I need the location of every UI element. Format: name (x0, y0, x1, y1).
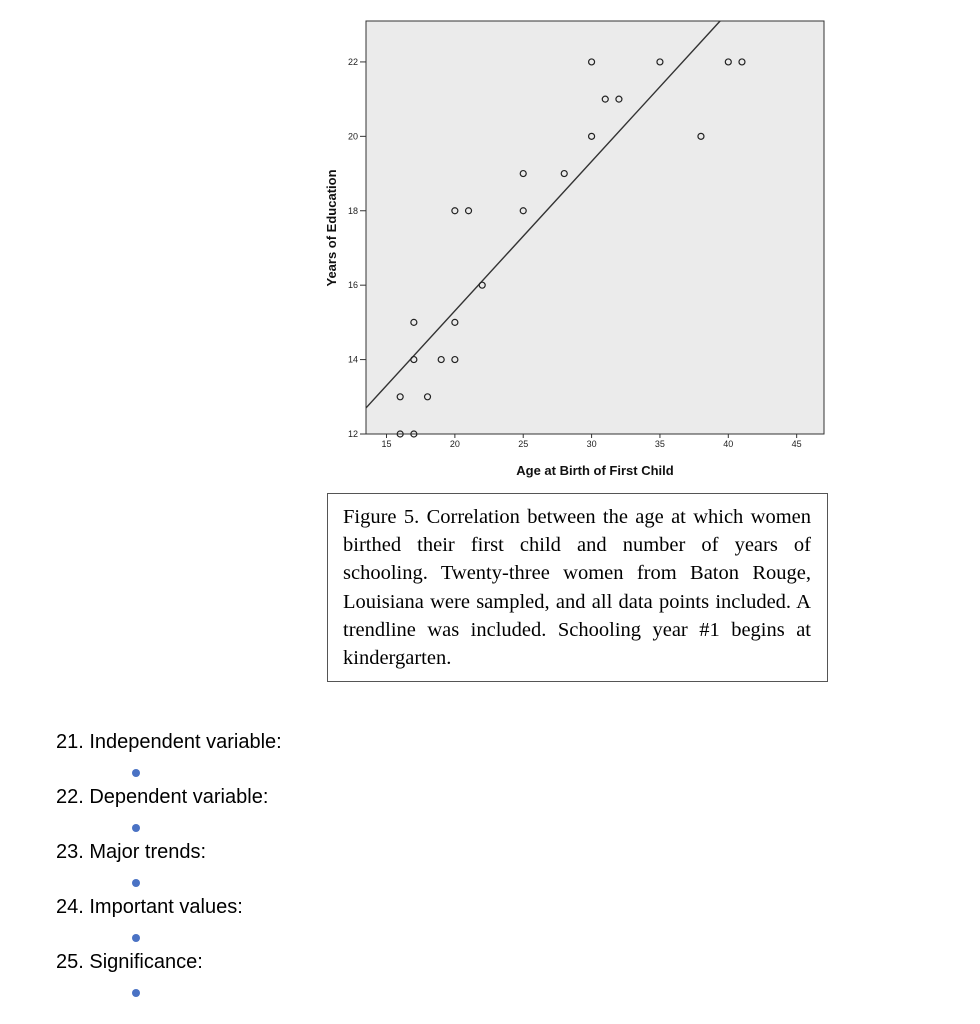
question-label: 25. Significance: (56, 951, 203, 973)
question-item (56, 731, 556, 786)
chart-svg (318, 12, 838, 487)
answer-bullet (132, 769, 140, 777)
question-list (56, 731, 556, 1006)
x-axis-title: Age at Birth of First Child (516, 463, 674, 478)
x-tick-label: 40 (723, 439, 734, 449)
x-tick-label: 25 (518, 439, 529, 449)
question-item (56, 841, 556, 896)
question-label: 22. Dependent variable: (56, 786, 269, 808)
figure-caption: Figure 5. Correlation between the age at which women birthed their first child and number of years of schooling. Twenty-three women from Baton Rouge, Louisiana were sampled, and all data points included. A trendline was included. Schooling year #1 begins at kindergarten. (327, 493, 828, 682)
plot-area (366, 21, 824, 434)
x-tick-label: 30 (586, 439, 597, 449)
question-item (56, 786, 556, 841)
x-tick-label: 20 (449, 439, 460, 449)
scatter-chart (318, 12, 838, 487)
answer-bullet (132, 824, 140, 832)
answer-bullet (132, 934, 140, 942)
question-label: 23. Major trends: (56, 841, 207, 863)
answer-bullet (132, 989, 140, 997)
x-tick-label: 35 (654, 439, 665, 449)
y-tick-label: 16 (347, 280, 358, 291)
question-item (56, 896, 556, 951)
y-axis-title: Years of Education (324, 169, 339, 287)
y-tick-label: 14 (347, 354, 358, 365)
y-tick-label: 18 (347, 205, 358, 216)
y-tick-label: 12 (347, 429, 358, 439)
question-item (56, 951, 556, 1006)
y-tick-label: 22 (347, 56, 358, 67)
question-label: 21. Independent variable: (56, 731, 282, 753)
answer-bullet (132, 879, 140, 887)
x-tick-label: 45 (791, 439, 802, 449)
question-label: 24. Important values: (56, 896, 243, 918)
x-tick-label: 15 (381, 439, 392, 449)
y-tick-label: 20 (347, 131, 358, 142)
